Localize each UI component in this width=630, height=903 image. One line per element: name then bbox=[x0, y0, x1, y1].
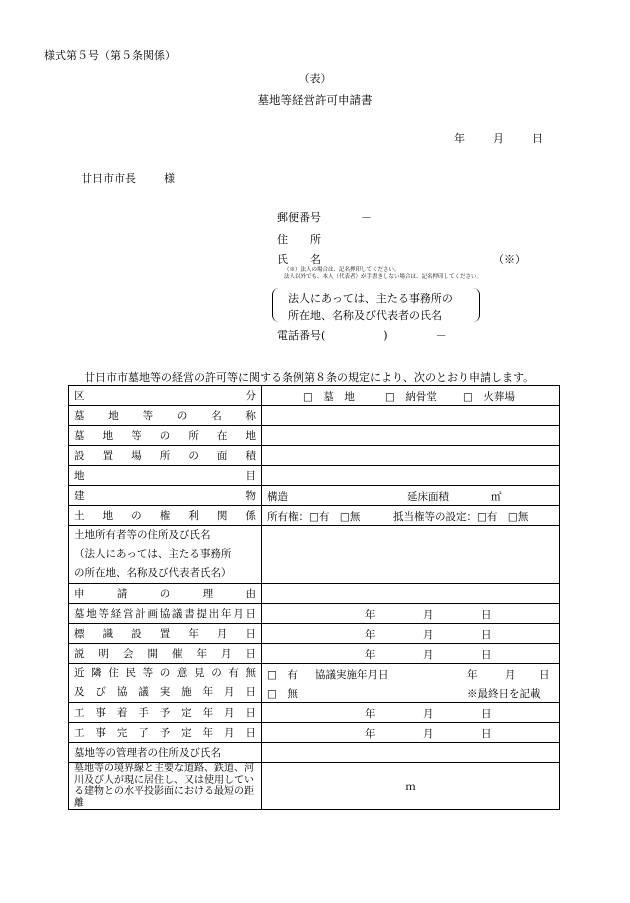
postal-code-field[interactable] bbox=[277, 209, 372, 225]
year-label: 年 bbox=[365, 609, 376, 621]
sign-date-value[interactable] bbox=[262, 624, 560, 644]
application-date[interactable] bbox=[454, 130, 543, 146]
table-row bbox=[69, 763, 560, 810]
end-date-label: 工事完了予定年月日 bbox=[69, 723, 262, 743]
table-row bbox=[69, 664, 560, 703]
name-label-1: 氏 bbox=[277, 253, 288, 266]
year-label: 年 bbox=[365, 728, 376, 740]
opinion-note: ※最終日を記載 bbox=[467, 688, 541, 700]
table-row bbox=[69, 426, 560, 446]
chimoku-value[interactable] bbox=[262, 466, 560, 486]
opinion-label-line-1: 近隣住民等の意見の有無 bbox=[74, 667, 256, 679]
phone-close: ) bbox=[383, 329, 388, 342]
name-value[interactable] bbox=[262, 406, 560, 426]
phone-dash: － bbox=[435, 329, 447, 342]
reason-value[interactable] bbox=[262, 584, 560, 604]
mortgage-checkbox[interactable]: 抵当権等の設定：□有 □無 bbox=[393, 511, 529, 523]
area-value[interactable] bbox=[262, 446, 560, 466]
day-label: 日 bbox=[481, 728, 492, 740]
distance-label: 墓地等の境界線と主要な道路、鉄道、河川及び人が現に居住し、又は使用している建物との水平投影面における最短の距離 bbox=[69, 763, 262, 810]
month-label: 月 bbox=[423, 629, 434, 641]
year-label: 年 bbox=[365, 649, 376, 661]
chimoku-label: 地目 bbox=[69, 466, 262, 486]
end-date-value[interactable] bbox=[262, 723, 560, 743]
owner-label-line-2: （法人にあっては、主たる事務所 bbox=[74, 548, 232, 560]
floor-area-label: 延床面積 bbox=[407, 491, 449, 503]
table-row bbox=[69, 604, 560, 624]
date-year: 年 bbox=[454, 132, 465, 145]
table-row bbox=[69, 644, 560, 664]
table-row bbox=[69, 466, 560, 486]
day-label: 日 bbox=[539, 669, 550, 681]
name-seal-mark: （※） bbox=[493, 253, 526, 266]
table-row bbox=[69, 723, 560, 743]
briefing-date-value[interactable] bbox=[262, 644, 560, 664]
table-row bbox=[69, 526, 560, 584]
year-label: 年 bbox=[467, 669, 478, 681]
ownership-checkbox[interactable]: 所有権：□有 □無 bbox=[267, 511, 361, 523]
form-number: 様式第５号（第５条関係） bbox=[44, 49, 176, 62]
opinion-label bbox=[69, 664, 262, 703]
year-label: 年 bbox=[365, 708, 376, 720]
phone-label: 電話番号( bbox=[277, 329, 326, 342]
checkbox-cemetery[interactable]: □ 墓 地 bbox=[303, 391, 355, 403]
corporate-note-2: 所在地、名称及び代表者の氏名 bbox=[288, 309, 442, 322]
month-label: 月 bbox=[423, 728, 434, 740]
table-row bbox=[69, 506, 560, 526]
floor-area-unit: ㎡ bbox=[491, 491, 502, 503]
table-row bbox=[69, 486, 560, 506]
manager-value[interactable] bbox=[262, 743, 560, 763]
reason-label: 申請の理由 bbox=[69, 584, 262, 604]
name-label-2: 名 bbox=[310, 253, 321, 266]
month-label: 月 bbox=[423, 708, 434, 720]
address-field[interactable] bbox=[277, 231, 321, 247]
table-row bbox=[69, 406, 560, 426]
seal-note-2: 法人以外でも、本人（代表者）が手書きしない場合は、記名押印してください。 bbox=[284, 274, 483, 280]
area-label: 設置場所の面積 bbox=[69, 446, 262, 466]
address-label-2: 所 bbox=[310, 233, 321, 246]
owner-label-line-1: 土地所有者等の住所及び氏名 bbox=[74, 529, 211, 541]
application-table bbox=[68, 385, 560, 810]
plan-date-label: 墓地等経営計画協議書提出年月日 bbox=[69, 604, 262, 624]
month-label: 月 bbox=[505, 669, 516, 681]
postal-dash: － bbox=[361, 211, 372, 224]
name-field[interactable] bbox=[277, 251, 321, 267]
structure-label: 構造 bbox=[267, 491, 288, 503]
table-row bbox=[69, 624, 560, 644]
table-row bbox=[69, 584, 560, 604]
plan-date-value[interactable] bbox=[262, 604, 560, 624]
seal-note-1: （※）法人の場合は、記名押印してください。 bbox=[284, 267, 400, 273]
day-label: 日 bbox=[481, 629, 492, 641]
building-label: 建物 bbox=[69, 486, 262, 506]
owner-label-line-3: の所在地、名称及び代表者氏名） bbox=[74, 567, 232, 579]
table-row bbox=[69, 386, 560, 406]
month-label: 月 bbox=[423, 649, 434, 661]
corporate-note-1: 法人にあっては、主たる事務所の bbox=[288, 292, 453, 305]
manager-label: 墓地等の管理者の住所及び氏名 bbox=[69, 743, 262, 763]
date-day: 日 bbox=[532, 132, 543, 145]
kubun-label-cell: 区 分 bbox=[69, 386, 262, 406]
location-value[interactable] bbox=[262, 426, 560, 446]
day-label: 日 bbox=[481, 609, 492, 621]
location-label: 墓地等の所在地 bbox=[69, 426, 262, 446]
checkbox-crematorium[interactable]: □ 火葬場 bbox=[463, 391, 515, 403]
table-row bbox=[69, 446, 560, 466]
day-label: 日 bbox=[481, 708, 492, 720]
addressee-suffix: 様 bbox=[164, 172, 175, 185]
opinion-label-line-2: 及び協議実施年月日 bbox=[74, 686, 256, 698]
addressee-name: 廿日市市長 bbox=[81, 172, 136, 185]
opinion-date-label: 協議実施年月日 bbox=[315, 669, 389, 681]
opinion-value[interactable] bbox=[262, 664, 560, 703]
distance-unit: ｍ bbox=[405, 780, 416, 793]
sign-date-label: 標識設置年月日 bbox=[69, 624, 262, 644]
table-row bbox=[69, 743, 560, 763]
day-label: 日 bbox=[481, 649, 492, 661]
land-right-value[interactable] bbox=[262, 506, 560, 526]
addressee bbox=[81, 170, 175, 186]
address-label-1: 住 bbox=[277, 233, 288, 246]
month-label: 月 bbox=[423, 609, 434, 621]
building-value[interactable] bbox=[262, 486, 560, 506]
owner-value[interactable] bbox=[262, 526, 560, 584]
date-month: 月 bbox=[493, 132, 504, 145]
postal-label: 郵便番号 bbox=[277, 211, 321, 224]
owner-label bbox=[69, 526, 262, 584]
page-title: 墓地等経営許可申請書 bbox=[257, 93, 373, 107]
land-right-label: 土地の権利関係 bbox=[69, 506, 262, 526]
table-row bbox=[69, 703, 560, 723]
kubun-label: 区 bbox=[74, 390, 85, 402]
year-label: 年 bbox=[365, 629, 376, 641]
kubun-options-cell[interactable] bbox=[262, 386, 560, 406]
start-date-value[interactable] bbox=[262, 703, 560, 723]
opinion-yes-checkbox[interactable]: □ 有 bbox=[267, 669, 298, 681]
intro-statement: 廿日市市墓地等の経営の許可等に関する条例第８条の規定により、次のとおり申請します。 bbox=[84, 371, 535, 384]
briefing-date-label: 説明会開催年月日 bbox=[69, 644, 262, 664]
side-label: （表） bbox=[298, 72, 332, 85]
name-label: 墓地等の名称 bbox=[69, 406, 262, 426]
opinion-no-checkbox[interactable]: □ 無 bbox=[267, 688, 298, 700]
start-date-label: 工事着手予定年月日 bbox=[69, 703, 262, 723]
checkbox-ossuary[interactable]: □ 納骨堂 bbox=[385, 391, 437, 403]
phone-field[interactable] bbox=[277, 327, 447, 343]
distance-value[interactable] bbox=[262, 763, 560, 810]
